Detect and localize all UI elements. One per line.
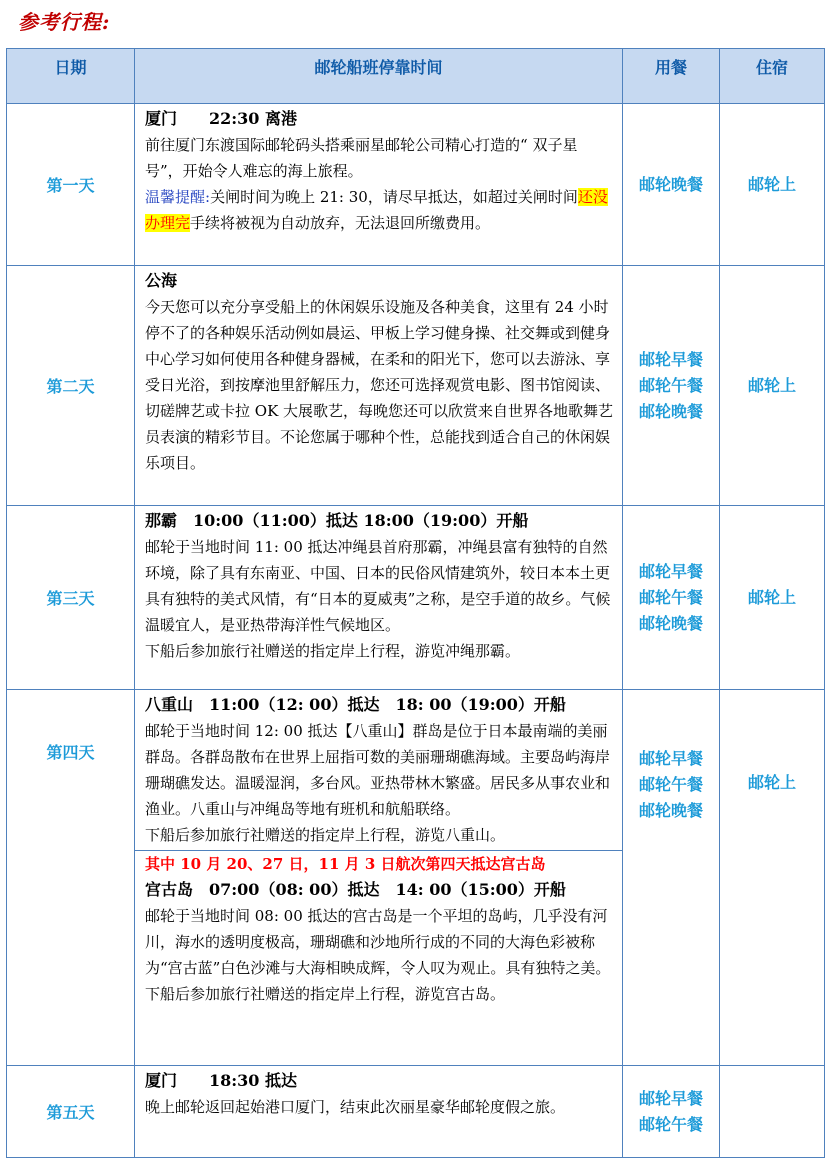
meal-item: 邮轮午餐	[638, 375, 703, 395]
description-text: 邮轮于当地时间 11: 00 抵达冲绳县首府那霸，冲绳县富有独特的自然环境，除了具有东南亚、中国、日本的民俗风情建筑外，较日本本土更具有独特的美式风情，有“日本的夏威夷”之称，是空手道的故乡。气候温暖宜人，是亚热带海洋性气候地区。	[145, 538, 611, 634]
table-row	[7, 104, 825, 266]
day-description	[135, 506, 623, 690]
meals-cell	[623, 506, 720, 690]
meal-item: 邮轮晚餐	[638, 401, 703, 421]
day-label: 第三天	[7, 506, 135, 690]
description-text: 今天您可以充分享受船上的休闲娱乐设施及各种美食，这里有 24 小时停不了的各种娱乐活动例如晨运、甲板上学习健身操、社交舞或到健身中心学习如何使用各种健身器械，在柔和的阳光下，您可以去游泳、享受日光浴，到按摩池里舒解压力，您还可选择观赏电影、图书馆阅读、切磋牌艺或卡拉 OK 大展歌艺，每晚您还可以欣赏来自世界各地歌舞艺员表演的精彩节目。不论您属于哪种个性，总能找到适合自己的休闲娱乐项目。	[145, 298, 614, 472]
reminder-text-part: 手续将被视为自动放弃，无法退回所缴费用。	[190, 214, 491, 232]
port-heading: 公海	[145, 271, 178, 290]
description-text: 邮轮于当地时间 12: 00 抵达【八重山】群岛是位于日本最南端的美丽群岛。各群岛散布在世界上屈指可数的美丽珊瑚礁海域。主要岛屿海岸珊瑚礁发达。温暖湿润，多台风。亚热带林木繁盛。居民多从事农业和渔业。八重山与冲绳岛等地有班机和航船联络。	[145, 722, 611, 818]
header-lodging: 住宿	[720, 49, 825, 104]
reminder-text-part: 关闸时间为晚上 21: 30，请尽早抵达，如超过关闸时间	[210, 188, 578, 206]
day-description	[135, 104, 623, 266]
port-heading: 八重山 11:00（12: 00）抵达 18: 00（19:00）开船	[145, 695, 566, 714]
shore-excursion-text: 下船后参加旅行社赠送的指定岸上行程，游览冲绳那霸。	[145, 642, 521, 660]
alternate-port-note: 其中 10 月 20、27 日，11 月 3 日航次第四天抵达宫古岛	[145, 855, 546, 873]
port-heading: 那霸 10:00（11:00）抵达 18:00（19:00）开船	[145, 511, 529, 530]
itinerary-table	[6, 48, 825, 1158]
port-heading: 厦门 18:30 抵达	[145, 1071, 298, 1090]
meal-item: 邮轮早餐	[638, 349, 703, 369]
lodging-cell: 邮轮上	[720, 266, 825, 506]
meal-item: 邮轮早餐	[638, 1088, 703, 1108]
shore-excursion-text: 下船后参加旅行社赠送的指定岸上行程，游览八重山。	[145, 826, 506, 844]
meal-item: 邮轮晚餐	[638, 613, 703, 633]
day-label: 第一天	[7, 104, 135, 266]
port-heading: 宫古岛 07:00（08: 00）抵达 14: 00（15:00）开船	[145, 880, 566, 899]
meals-cell	[623, 1066, 720, 1158]
meal-item: 邮轮午餐	[638, 1114, 703, 1134]
meals-cell	[623, 104, 720, 266]
lodging-cell: 邮轮上	[720, 690, 825, 1066]
table-row	[7, 1066, 825, 1158]
highlighted-text: 还没办理完	[145, 188, 608, 232]
meals-cell	[623, 266, 720, 506]
page-title: 参考行程:	[18, 10, 111, 34]
meal-item: 邮轮午餐	[638, 775, 703, 794]
day-description	[135, 266, 623, 506]
port-heading: 厦门 22:30 离港	[145, 109, 298, 128]
lodging-cell: 邮轮上	[720, 104, 825, 266]
header-meals: 用餐	[623, 49, 720, 104]
meal-item: 邮轮晚餐	[638, 801, 703, 820]
reminder-label: 温馨提醒:	[145, 188, 211, 206]
meal-item: 邮轮早餐	[638, 749, 703, 768]
reminder-text	[145, 184, 614, 236]
header-date: 日期	[7, 49, 135, 104]
meal-item: 邮轮晚餐	[638, 174, 703, 194]
meals-cell	[623, 690, 720, 1066]
table-row	[7, 506, 825, 690]
day-label: 第四天	[7, 690, 135, 1066]
table-header-row	[7, 49, 825, 104]
shore-excursion-text: 下船后参加旅行社赠送的指定岸上行程，游览宫古岛。	[145, 985, 506, 1003]
lodging-cell	[720, 1066, 825, 1158]
day-description	[135, 1066, 623, 1158]
description-text: 前往厦门东渡国际邮轮码头搭乘丽星邮轮公司精心打造的“ 双子星号”，开始令人难忘的海上旅程。	[145, 136, 578, 180]
lodging-cell: 邮轮上	[720, 506, 825, 690]
table-row	[7, 690, 825, 1066]
day-description	[135, 690, 623, 1066]
day-label: 第五天	[7, 1066, 135, 1158]
description-text: 邮轮于当地时间 08: 00 抵达的宫古岛是一个平坦的岛屿，几乎没有河川，海水的透明度极高，珊瑚礁和沙地所行成的不同的大海色彩被称为“宫古蓝”白色沙滩与大海相映成辉，令人叹为观止。具有独特之美。	[145, 907, 611, 977]
table-row	[7, 266, 825, 506]
header-schedule: 邮轮船班停靠时间	[135, 49, 623, 104]
meal-item: 邮轮早餐	[638, 561, 703, 581]
description-text: 晚上邮轮返回起始港口厦门，结束此次丽星豪华邮轮度假之旅。	[145, 1098, 566, 1116]
meal-item: 邮轮午餐	[638, 587, 703, 607]
day-label: 第二天	[7, 266, 135, 506]
